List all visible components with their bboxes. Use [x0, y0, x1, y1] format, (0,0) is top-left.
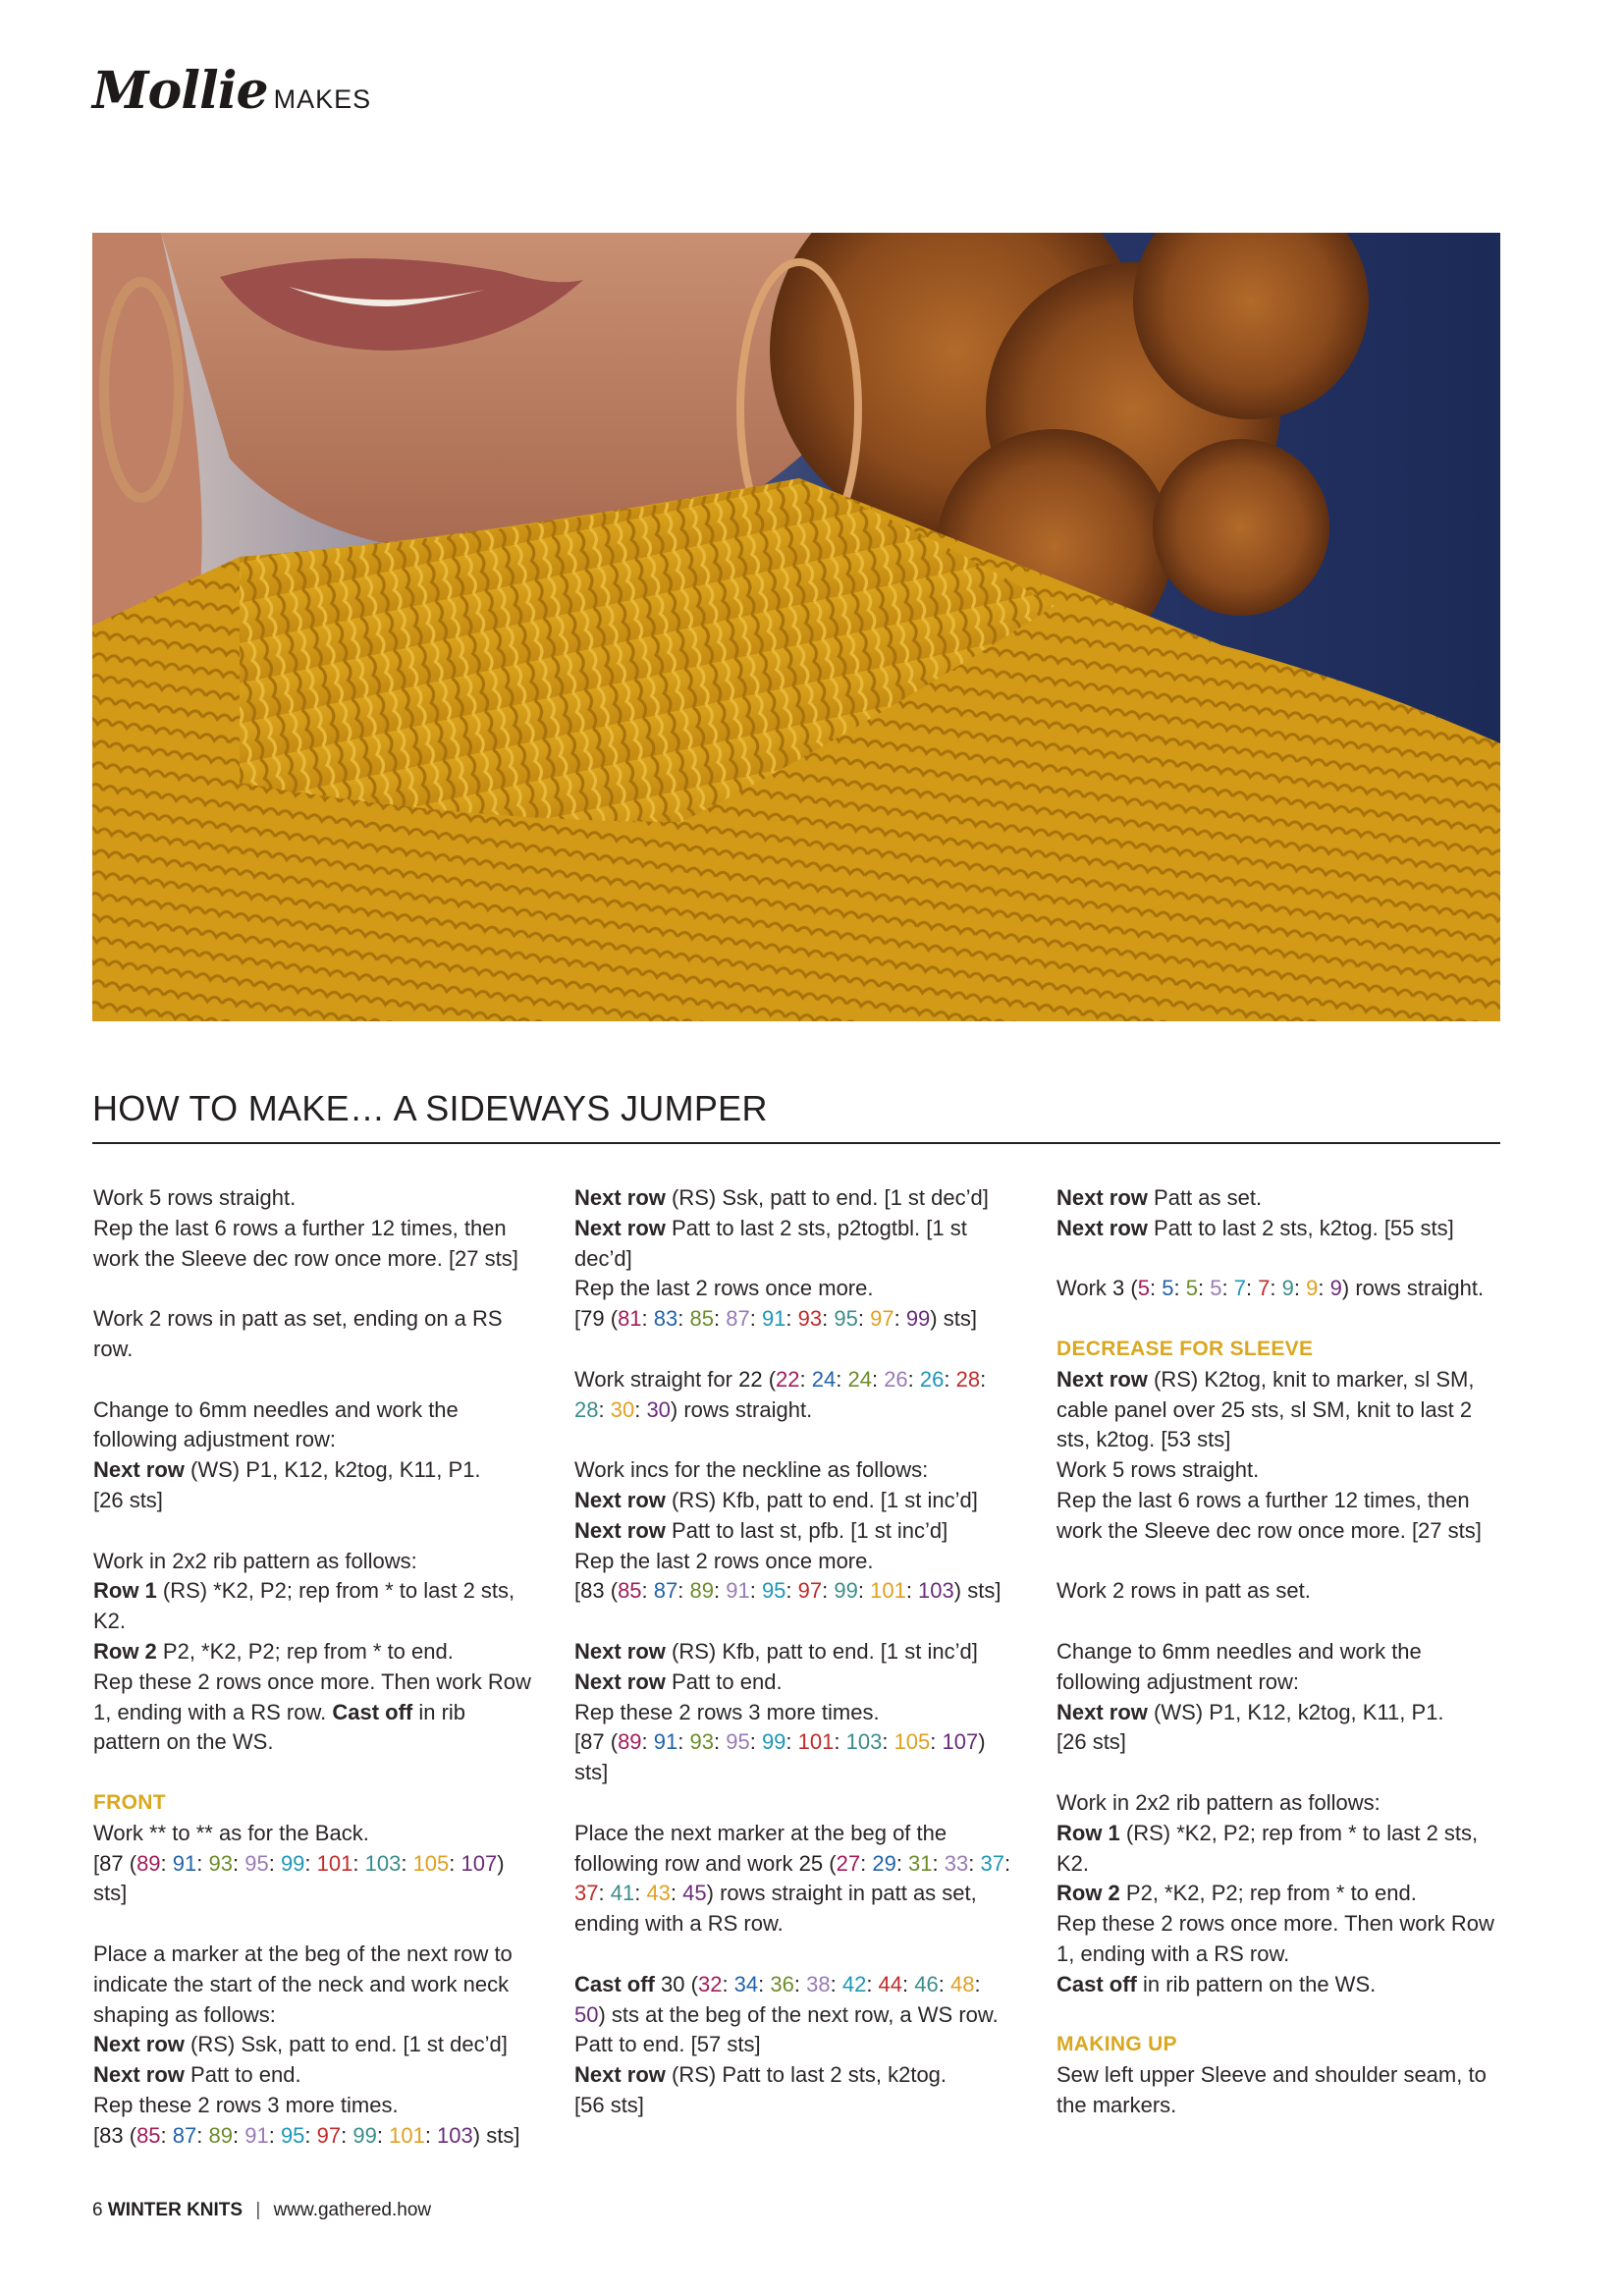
column-3	[1056, 1183, 1498, 2121]
size-value: 101	[316, 1850, 353, 1876]
row-label: Row 2	[93, 1638, 157, 1664]
size-value: 91	[244, 2122, 269, 2148]
instruction-row	[93, 1667, 535, 1758]
brand-word: MAKES	[273, 84, 372, 114]
row-label: Next row	[574, 1638, 666, 1664]
row-text: Patt to end.	[184, 2062, 301, 2088]
paragraph: Work 5 rows straight.	[93, 1185, 297, 1210]
paragraph: Rep the last 2 rows once more.	[574, 1276, 874, 1301]
size-value: 95	[726, 1729, 750, 1755]
size-value: 28	[955, 1366, 981, 1392]
instruction-row	[574, 2060, 1016, 2091]
size-counts: [79 (81: 83: 85: 87: 91: 93: 95: 97: 99) sts]	[574, 1306, 977, 1332]
size-counts: [87 (89: 91: 93: 95: 99: 101: 103: 105: 107) sts]	[574, 1729, 986, 1785]
row-text: (WS) P1, K12, k2tog, K11, P1.	[1147, 1699, 1444, 1724]
instruction-row	[1056, 1970, 1498, 2000]
website-link[interactable]: www.gathered.how	[273, 2200, 432, 2220]
size-counts: [83 (85: 87: 89: 91: 95: 97: 99: 101: 103) sts]	[93, 2122, 520, 2148]
size-value: 99	[352, 2122, 377, 2148]
size-value: 87	[99, 1850, 124, 1876]
size-value: 5	[1210, 1276, 1222, 1301]
size-value: 26	[884, 1366, 908, 1392]
size-value: 93	[689, 1729, 714, 1755]
row-text: in rib pattern on the WS.	[93, 1699, 466, 1755]
size-value: 91	[761, 1306, 786, 1332]
row-label: Next row	[1056, 1185, 1148, 1210]
row-label: Next row	[1056, 1215, 1148, 1240]
instruction-row	[574, 1516, 1016, 1547]
paragraph: Work 2 rows in patt as set.	[1056, 1578, 1311, 1604]
size-value: 97	[316, 2122, 342, 2148]
size-value: 103	[437, 2122, 473, 2148]
row-text: P2, *K2, P2; rep from * to end.	[1119, 1881, 1417, 1906]
size-value: 107	[460, 1850, 498, 1876]
paragraph: Change to 6mm needles and work the following adjustment row:	[1056, 1638, 1422, 1694]
size-value: 89	[618, 1729, 642, 1755]
size-value: 83	[653, 1306, 678, 1332]
row-text: (RS) Patt to last 2 sts, k2tog.	[665, 2062, 947, 2088]
size-value: 27	[836, 1850, 861, 1876]
size-value: 30	[610, 1396, 635, 1422]
size-counts: Place the next marker at the beg of the following row and work 25 (27: 29: 31: 33: 37: 37: 41: 43: 45) rows straight in patt as set, ending with a RS row.	[574, 1820, 1011, 1937]
size-value: 103	[364, 1850, 402, 1876]
size-value: 25	[798, 1850, 824, 1876]
size-value: 101	[870, 1578, 906, 1604]
instruction-row	[1056, 1819, 1498, 1880]
size-value: 99	[834, 1578, 858, 1604]
size-counts: [83 (85: 87: 89: 91: 95: 97: 99: 101: 103) sts]	[574, 1578, 1001, 1604]
row-label: Next row	[93, 2032, 185, 2057]
size-value: 95	[834, 1306, 858, 1332]
size-value: 95	[280, 2122, 305, 2148]
size-value: 95	[761, 1578, 786, 1604]
paragraph: Work in 2x2 rib pattern as follows:	[93, 1548, 417, 1573]
instruction-row	[1056, 1214, 1498, 1244]
size-value: 95	[244, 1850, 269, 1876]
paragraph: Work ** to ** as for the Back.	[93, 1820, 369, 1845]
row-label: Cast off	[1056, 1971, 1137, 1996]
size-value: 29	[872, 1850, 896, 1876]
row-label: Next row	[574, 1517, 666, 1543]
row-text: Patt to last st, pfb. [1 st inc’d]	[665, 1517, 948, 1543]
size-value: 87	[653, 1578, 678, 1604]
size-value: 24	[847, 1366, 872, 1392]
row-text: (RS) *K2, P2; rep from * to last 2 sts, K2.	[93, 1578, 515, 1634]
size-value: 91	[726, 1578, 750, 1604]
row-label: Row 1	[93, 1578, 157, 1604]
size-value: 28	[574, 1396, 599, 1422]
row-text: (RS) K2tog, knit to marker, sl SM, cable panel over 25 sts, sl SM, knit to last 2 sts, k2tog. [53 sts]	[1056, 1366, 1475, 1452]
size-counts: [87 (89: 91: 93: 95: 99: 101: 103: 105: 107) sts]	[93, 1850, 505, 1906]
size-value: 85	[136, 2122, 161, 2148]
section-heading-front: FRONT	[93, 1790, 166, 1814]
size-value: 5	[1137, 1276, 1150, 1301]
size-value: 9	[1329, 1276, 1342, 1301]
row-label: Next row	[574, 1487, 666, 1512]
paragraph: Sew left upper Sleeve and shoulder seam, to the markers.	[1056, 2062, 1487, 2117]
size-value: 48	[949, 1971, 975, 1996]
size-value: 33	[944, 1850, 969, 1876]
row-text: (RS) Ssk, patt to end. [1 st dec’d]	[184, 2032, 508, 2057]
paragraph: Work in 2x2 rib pattern as follows:	[1056, 1789, 1380, 1815]
size-counts: Cast off 30 (32: 34: 36: 38: 42: 44: 46: 48: 50) sts at the beg of the next row, a WS row. Patt to end. [57 sts]	[574, 1971, 999, 2057]
size-value: 83	[580, 1578, 605, 1604]
instruction-row	[93, 1455, 535, 1486]
size-value: 87	[580, 1729, 605, 1755]
size-value: 101	[797, 1729, 835, 1755]
row-label: Next row	[93, 1457, 185, 1483]
instruction-row	[93, 2030, 535, 2060]
instruction-row	[1056, 1879, 1498, 1909]
size-value: 93	[208, 1850, 233, 1876]
size-value: 34	[733, 1971, 759, 1996]
instruction-row	[574, 1486, 1016, 1516]
jumper-photo	[92, 233, 1500, 1021]
stitch-count: [26 sts]	[93, 1487, 163, 1512]
size-value: 46	[914, 1971, 939, 1996]
size-value: 91	[172, 1850, 197, 1876]
brand-script: Mollie	[92, 61, 268, 121]
instruction-row	[574, 1637, 1016, 1667]
instruction-row	[93, 1576, 535, 1637]
paragraph: Work 5 rows straight.	[1056, 1457, 1260, 1483]
size-value: 89	[208, 2122, 233, 2148]
size-value: 7	[1258, 1276, 1271, 1301]
column-2	[574, 1183, 1016, 2121]
size-value: 89	[689, 1578, 714, 1604]
size-value: 99	[761, 1729, 786, 1755]
size-value: 45	[682, 1881, 707, 1906]
paragraph: Rep the last 6 rows a further 12 times, then work the Sleeve dec row once more. [27 sts]	[93, 1215, 518, 1271]
instruction-row	[574, 1183, 1016, 1214]
size-value: 97	[797, 1578, 823, 1604]
row-label: Next row	[574, 1215, 666, 1240]
size-value: 36	[770, 1971, 794, 1996]
size-value: 93	[797, 1306, 823, 1332]
row-text: Patt to end.	[665, 1668, 783, 1694]
size-value: 85	[618, 1578, 642, 1604]
row-text: P2, *K2, P2; rep from * to end.	[156, 1638, 454, 1664]
paragraph: Work 2 rows in patt as set, ending on a RS row.	[93, 1306, 503, 1361]
size-value: 44	[878, 1971, 903, 1996]
row-label: Cast off	[332, 1699, 413, 1724]
size-value: 22	[738, 1366, 763, 1392]
size-value: 107	[942, 1729, 979, 1755]
size-value: 31	[908, 1850, 933, 1876]
heading-rule	[92, 1142, 1500, 1144]
row-text: (RS) Kfb, patt to end. [1 st inc’d]	[665, 1638, 978, 1664]
size-value: 50	[574, 2001, 599, 2027]
instruction-row	[1056, 1183, 1498, 1214]
size-value: 105	[893, 1729, 931, 1755]
stitch-count: [26 sts]	[1056, 1729, 1126, 1755]
size-value: 87	[726, 1306, 750, 1332]
row-label: Next row	[574, 1185, 666, 1210]
page-heading: HOW TO MAKE… A SIDEWAYS JUMPER	[92, 1088, 768, 1128]
paragraph: Rep the last 2 rows once more.	[574, 1548, 874, 1573]
row-label: Cast off	[574, 1971, 655, 1996]
size-value: 30	[646, 1396, 671, 1422]
size-value: 101	[389, 2122, 425, 2148]
size-value: 91	[653, 1729, 678, 1755]
size-value: 42	[841, 1971, 867, 1996]
instruction-row	[1056, 1698, 1498, 1728]
size-value: 103	[845, 1729, 883, 1755]
row-text: Patt to last 2 sts, p2togtbl. [1 st dec’d]	[574, 1215, 967, 1271]
magazine-title: WINTER KNITS	[107, 2200, 244, 2220]
row-text: Patt to last 2 sts, k2tog. [55 sts]	[1147, 1215, 1454, 1240]
size-value: 41	[610, 1881, 635, 1906]
size-value: 30	[661, 1971, 685, 1996]
paragraph: Rep the last 6 rows a further 12 times, then work the Sleeve dec row once more. [27 sts]	[1056, 1487, 1482, 1543]
row-text: (WS) P1, K12, k2tog, K11, P1.	[184, 1457, 481, 1483]
paragraph: Work incs for the neckline as follows:	[574, 1457, 929, 1483]
size-value: 9	[1281, 1276, 1294, 1301]
column-1	[93, 1183, 535, 2152]
size-value: 81	[618, 1306, 642, 1332]
instruction-row	[574, 1214, 1016, 1275]
size-value: 22	[776, 1366, 800, 1392]
row-text: (RS) Kfb, patt to end. [1 st inc’d]	[665, 1487, 978, 1512]
section-heading-making-up: MAKING UP	[1056, 2033, 1177, 2056]
size-value: 3	[1112, 1276, 1125, 1301]
size-counts: Work 3 (5: 5: 5: 5: 7: 7: 9: 9: 9) rows straight.	[1056, 1276, 1485, 1301]
size-value: 105	[412, 1850, 450, 1876]
row-label: Next row	[93, 2062, 185, 2088]
size-value: 103	[918, 1578, 954, 1604]
row-label: Row 1	[1056, 1820, 1120, 1845]
size-value: 99	[280, 1850, 305, 1876]
size-value: 87	[172, 2122, 197, 2148]
page-number: 6	[92, 2200, 103, 2220]
row-label: Next row	[1056, 1366, 1148, 1392]
page-footer	[92, 2200, 431, 2221]
size-value: 9	[1306, 1276, 1319, 1301]
size-value: 37	[980, 1850, 1004, 1876]
stitch-count: [56 sts]	[574, 2092, 644, 2117]
paragraph: Rep these 2 rows 3 more times.	[574, 1699, 880, 1724]
row-label: Next row	[574, 2062, 666, 2088]
size-value: 97	[870, 1306, 894, 1332]
size-value: 38	[806, 1971, 831, 1996]
instruction-row	[93, 1637, 535, 1667]
row-label: Next row	[574, 1668, 666, 1694]
brand-logo	[92, 61, 372, 121]
row-text: in rib pattern on the WS.	[1136, 1971, 1377, 1996]
size-value: 7	[1233, 1276, 1246, 1301]
size-value: 24	[811, 1366, 837, 1392]
paragraph: Rep these 2 rows 3 more times.	[93, 2092, 399, 2117]
size-counts: Work straight for 22 (22: 24: 24: 26: 26: 28: 28: 30: 30) rows straight.	[574, 1366, 987, 1422]
size-value: 99	[905, 1306, 931, 1332]
size-value: 5	[1162, 1276, 1174, 1301]
size-value: 79	[580, 1306, 605, 1332]
row-text: (RS) *K2, P2; rep from * to last 2 sts, K2.	[1056, 1820, 1479, 1876]
size-value: 5	[1185, 1276, 1198, 1301]
paragraph: Rep these 2 rows once more. Then work Row 1, ending with a RS row.	[1056, 1911, 1494, 1966]
instruction-row	[1056, 1365, 1498, 1455]
row-text: Rep these 2 rows once more. Then work Row 1, ending with a RS row.	[93, 1668, 531, 1724]
size-value: 37	[574, 1881, 599, 1906]
row-text: (RS) Ssk, patt to end. [1 st dec’d]	[665, 1185, 989, 1210]
instruction-row	[574, 1667, 1016, 1698]
size-value: 85	[689, 1306, 714, 1332]
paragraph: Place a marker at the beg of the next row to indicate the start of the neck and work neck shaping as follows:	[93, 1941, 513, 2027]
size-value: 26	[919, 1366, 945, 1392]
row-label: Next row	[1056, 1699, 1148, 1724]
size-value: 89	[136, 1850, 161, 1876]
row-text: Patt as set.	[1147, 1185, 1263, 1210]
row-label: Row 2	[1056, 1881, 1120, 1906]
size-value: 83	[99, 2122, 124, 2148]
size-value: 43	[646, 1881, 671, 1906]
footer-separator: |	[255, 2200, 261, 2220]
instruction-row	[93, 2060, 535, 2091]
paragraph: Change to 6mm needles and work the following adjustment row:	[93, 1396, 459, 1452]
size-value: 32	[697, 1971, 723, 1996]
section-heading-decrease: DECREASE FOR SLEEVE	[1056, 1337, 1314, 1360]
